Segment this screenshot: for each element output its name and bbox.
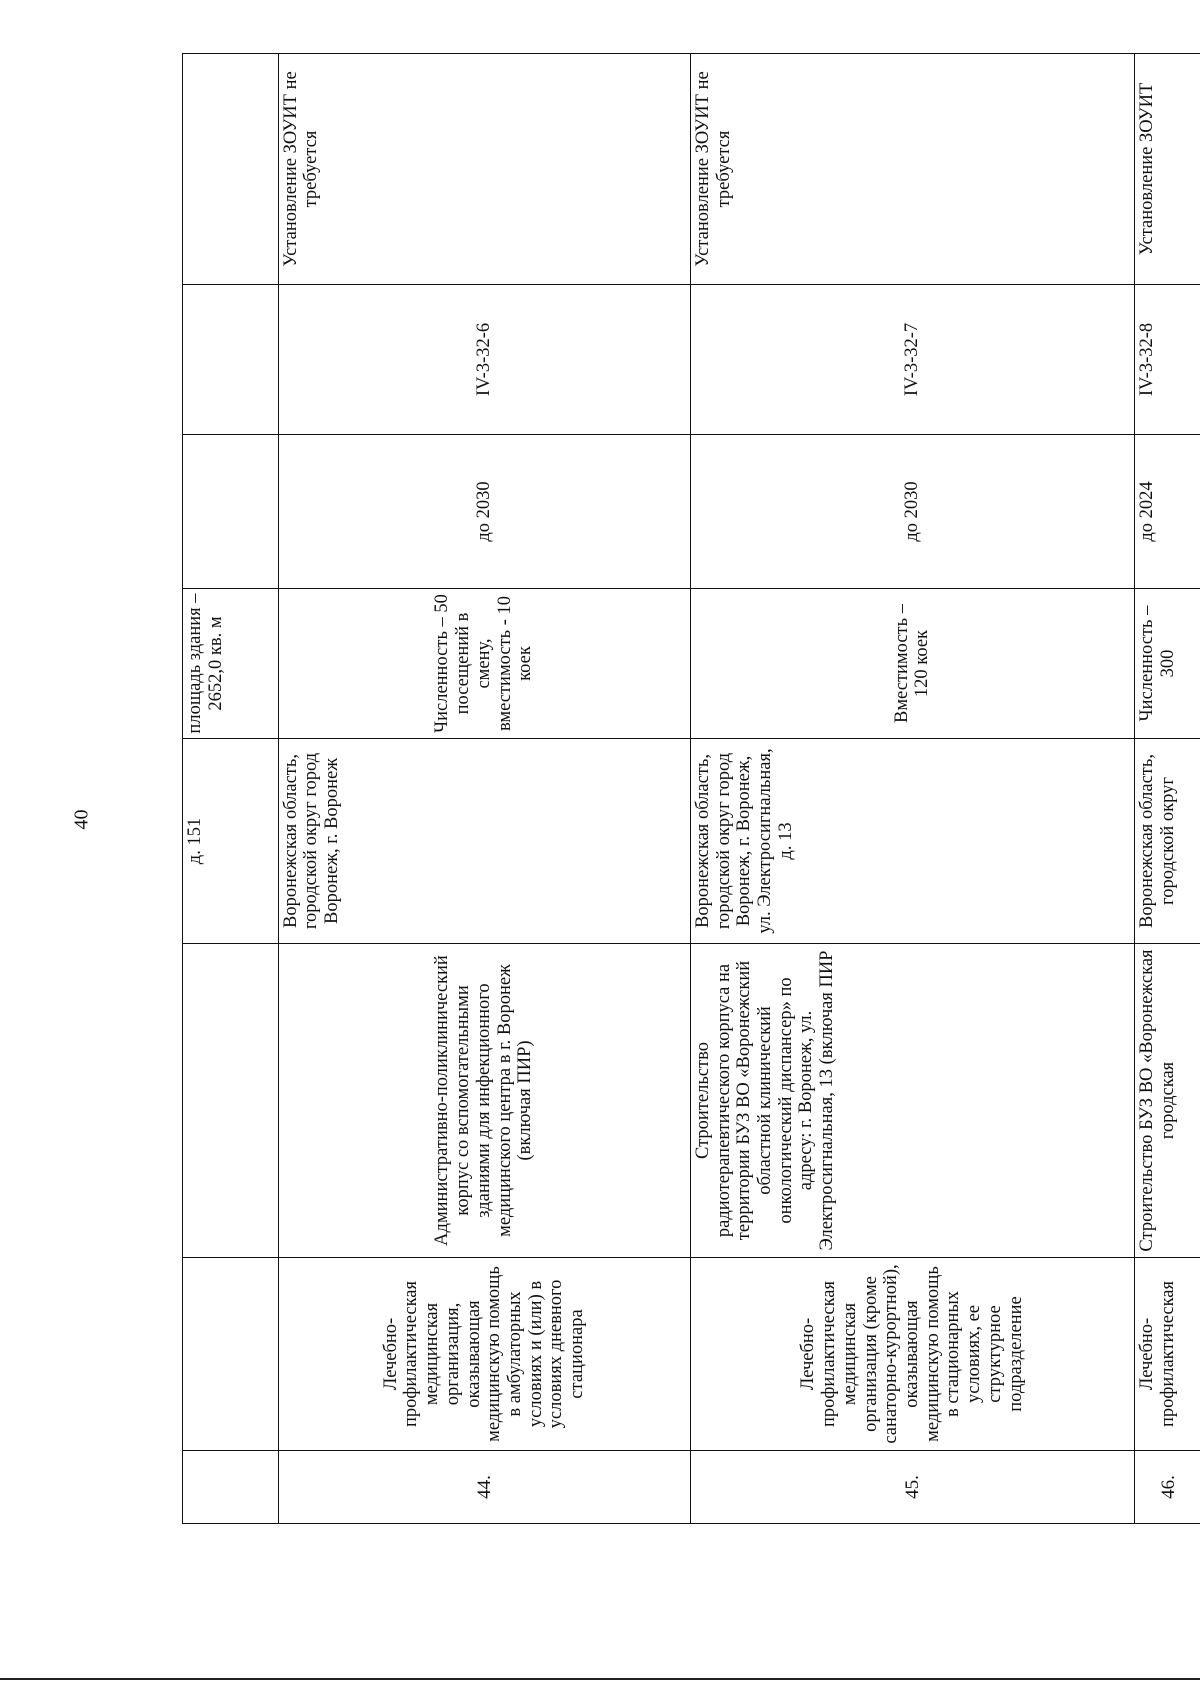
- cell-type: Лечебно-профилактическая: [1134, 1258, 1200, 1451]
- rotated-table-container: [182, 54, 1200, 1524]
- table-row-44: [278, 54, 690, 1524]
- bottom-rule: [0, 1678, 1200, 1680]
- cell-empty: [183, 54, 279, 285]
- cell-capacity: Численность – 300: [1134, 589, 1200, 739]
- cell-type: Лечебно-профилактическая медицинская организация, оказывающая медицинскую помощь в амбулаторных условиях и (или) в условиях дневного стационара: [278, 1258, 690, 1451]
- page-number: 40: [70, 809, 93, 830]
- cell-zouit: Установление ЗОУИТ не требуется: [690, 54, 1134, 285]
- cell-empty: [183, 285, 279, 435]
- cell-deadline: до 2030: [690, 435, 1134, 589]
- cell-empty: [183, 435, 279, 589]
- cell-capacity: Вместимость – 120 коек: [690, 589, 1134, 739]
- cell-deadline: до 2024: [1134, 435, 1200, 589]
- cell-name: Строительство БУЗ ВО «Воронежская городская: [1134, 944, 1200, 1258]
- cell-type: Лечебно-профилактическая медицинская организация (кроме санаторно-курортной), оказывающая медицинскую помощь в стационарных условиях, ее структурное подразделение: [690, 1258, 1134, 1451]
- cell-location: Воронежская область, городской округ город Воронеж, г. Воронеж, ул. Электросигнальная, д. 13: [690, 739, 1134, 944]
- cell-deadline: до 2030: [278, 435, 690, 589]
- cell-name: Строительство радиотерапевтического корпуса на территории БУЗ ВО «Воронежский областной клинический онкологический диспансер» по адресу: г. Воронеж, ул. Электросигнальная, 13 (включая ПИР: [690, 944, 1134, 1258]
- cell-empty: [183, 1451, 279, 1524]
- cell-capacity: Численность – 50 посещений в смену, вместимость - 10 коек: [278, 589, 690, 739]
- cell-empty: [183, 944, 279, 1258]
- cell-location: Воронежская область, городской округ город Воронеж, г. Воронеж: [278, 739, 690, 944]
- cell-code: IV-3-32-8: [1134, 285, 1200, 435]
- table-row-46: [1134, 54, 1200, 1524]
- cell-address: д. 151: [183, 739, 279, 944]
- table-row-continuation: [183, 54, 279, 1524]
- objects-table: [182, 53, 1200, 1524]
- cell-number: 44.: [278, 1451, 690, 1524]
- cell-empty: [183, 1258, 279, 1451]
- cell-zouit: Установление ЗОУИТ: [1134, 54, 1200, 285]
- cell-location: Воронежская область, городской округ: [1134, 739, 1200, 944]
- table-row-45: [690, 54, 1134, 1524]
- cell-number: 46.: [1134, 1451, 1200, 1524]
- cell-name: Административно-поликлинический корпус со вспомогательными зданиями для инфекционного медицинского центра в г. Воронеж (включая ПИР): [278, 944, 690, 1258]
- cell-capacity: площадь здания – 2652,0 кв. м: [183, 589, 279, 739]
- cell-code: IV-3-32-6: [278, 285, 690, 435]
- cell-number: 45.: [690, 1451, 1134, 1524]
- cell-code: IV-3-32-7: [690, 285, 1134, 435]
- cell-zouit: Установление ЗОУИТ не требуется: [278, 54, 690, 285]
